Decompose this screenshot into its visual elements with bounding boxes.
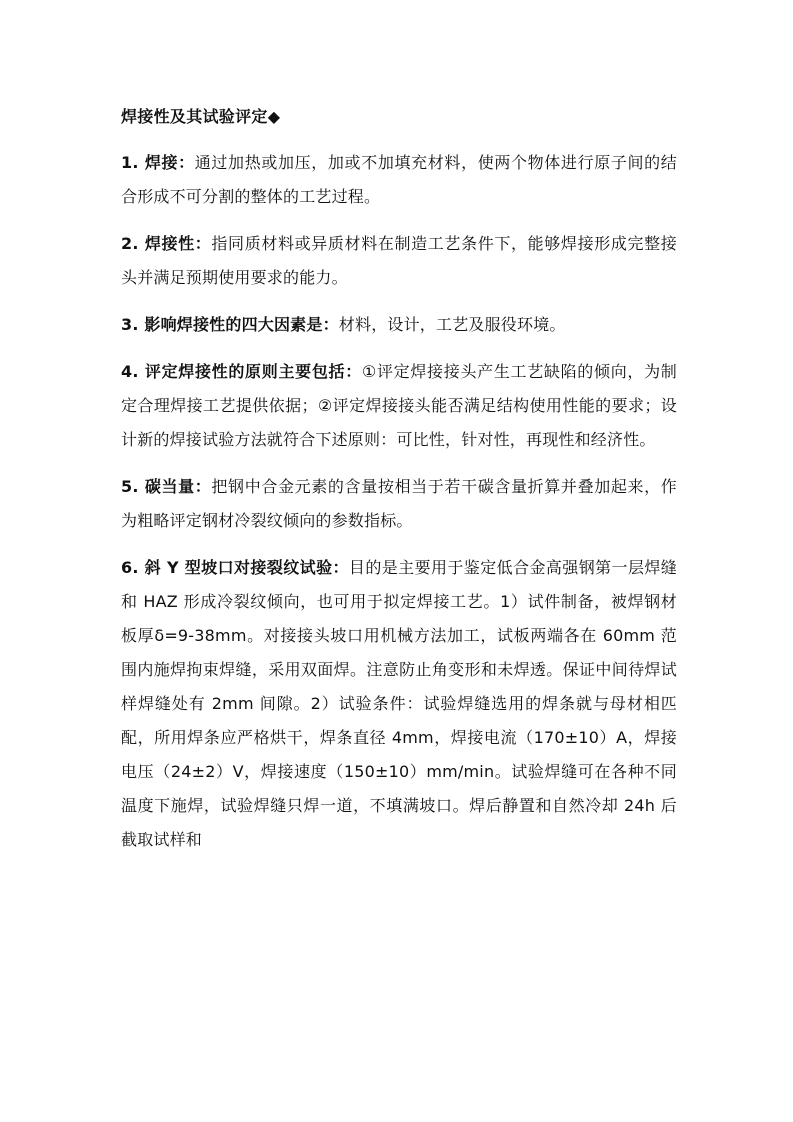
section-term: 6. 斜 Y 型坡口对接裂纹试验： [121,558,349,577]
section-four-factors [121,308,677,342]
section-term: 3. 影响焊接性的四大因素是： [121,315,339,334]
section-term: 2. 焊接性： [121,234,212,253]
section-text: 材料，设计，工艺及服役环境。 [338,315,566,334]
section-text: 指同质材料或异质材料在制造工艺条件下，能够焊接形成完整接头并满足预期使用要求的能力。 [121,234,677,287]
document-body [121,100,677,870]
section-y-groove-test [121,551,677,857]
section-text: 把钢中合金元素的含量按相当于若干碳含量折算并叠加起来，作为粗略评定钢材冷裂纹倾向的参数指标。 [121,477,677,530]
section-text: 目的是主要用于鉴定低合金高强钢第一层焊缝和 HAZ 形成冷裂纹倾向，也可用于拟定焊接工艺。1）试件制备，被焊钢材板厚δ=9-38mm。对接接头坡口用机械方法加工，试板两端各在 60mm 范围内施焊拘束焊缝，采用双面焊。注意防止角变形和未焊透。保证中间待焊试样焊缝处有 2mm 间隙。2）试验条件：试验焊缝选用的焊条就与母材相匹配，所用焊条应严格烘干，焊条直径 4mm，焊接电流（170±10）A，焊接电压（24±2）V，焊接速度（150±10）mm/min。试验焊缝可在各种不同温度下施焊，试验焊缝只焊一道，不填满坡口。焊后静置和自然冷却 24h 后截取试样和 [121,558,677,849]
section-carbon-equivalent [121,470,677,538]
section-term: 5. 碳当量： [121,477,212,496]
section-evaluation-principles [121,355,677,457]
section-weldability [121,227,677,295]
section-term: 1. 焊接： [121,153,195,172]
section-text: ①评定焊接接头产生工艺缺陷的倾向，为制定合理焊接工艺提供依据；②评定焊接接头能否满足结构使用性能的要求；设计新的焊接试验方法就符合下述原则：可比性，针对性，再现性和经济性。 [121,362,677,449]
section-welding [121,146,677,214]
section-term: 4. 评定焊接性的原则主要包括： [121,362,362,381]
document-title: 焊接性及其试验评定◆ [121,107,281,126]
section-text: 通过加热或加压，加或不加填充材料，使两个物体进行原子间的结合形成不可分割的整体的工艺过程。 [121,153,677,206]
